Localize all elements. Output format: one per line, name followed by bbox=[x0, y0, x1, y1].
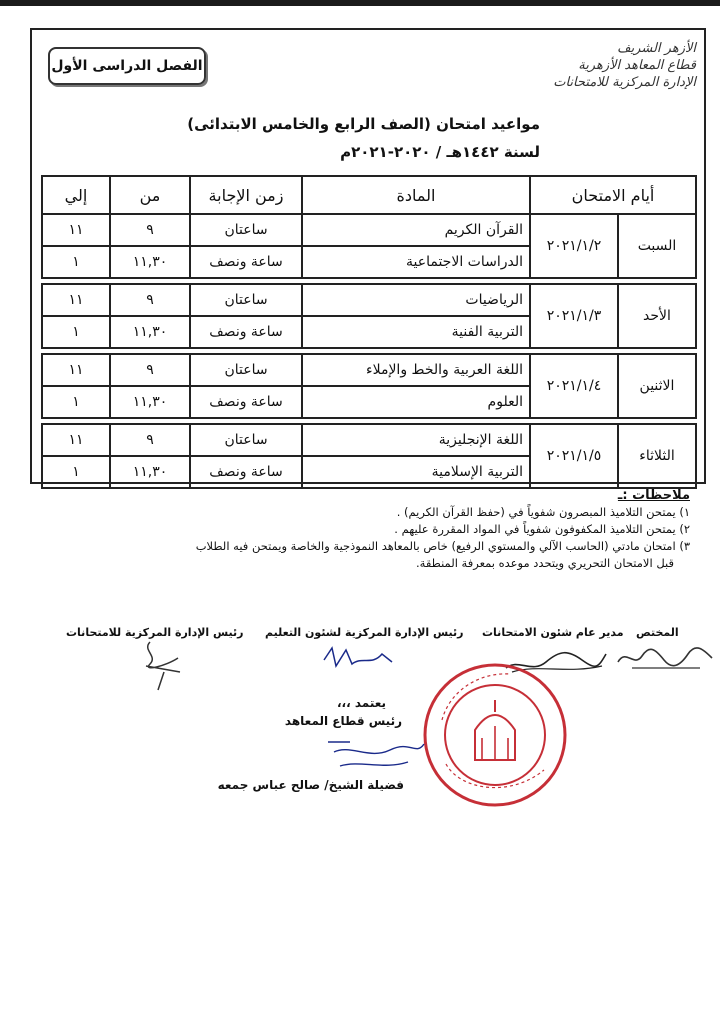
subject-cell: الرياضيات bbox=[302, 284, 530, 316]
subject-cell: التربية الإسلامية bbox=[302, 456, 530, 488]
from-cell: ١١,٣٠ bbox=[110, 316, 190, 348]
table-row bbox=[42, 354, 696, 386]
notes-section bbox=[50, 487, 690, 572]
duration-cell: ساعة ونصف bbox=[190, 386, 302, 418]
day-cell: السبت bbox=[618, 214, 696, 278]
header-from: من bbox=[110, 176, 190, 214]
to-cell: ١١ bbox=[42, 214, 110, 246]
to-cell: ١ bbox=[42, 246, 110, 278]
duration-cell: ساعتان bbox=[190, 214, 302, 246]
signer-specialist: المختص bbox=[636, 626, 679, 639]
exam-schedule-table bbox=[41, 175, 697, 489]
table-row bbox=[42, 424, 696, 456]
duration-cell: ساعتان bbox=[190, 284, 302, 316]
from-cell: ٩ bbox=[110, 214, 190, 246]
duration-cell: ساعتان bbox=[190, 424, 302, 456]
subject-cell: التربية الفنية bbox=[302, 316, 530, 348]
table-row bbox=[42, 284, 696, 316]
date-cell: ٢٠٢١/١/٢ bbox=[530, 214, 618, 278]
signature-approval bbox=[320, 730, 430, 778]
org-line: الأزهر الشريف bbox=[617, 41, 696, 56]
signature-education-head bbox=[318, 640, 398, 674]
table-row bbox=[42, 214, 696, 246]
from-cell: ٩ bbox=[110, 354, 190, 386]
official-stamp-icon bbox=[420, 660, 570, 810]
exam-title: مواعيد امتحان (الصف الرابع والخامس الابتدائى) bbox=[187, 115, 540, 133]
subject-cell: العلوم bbox=[302, 386, 530, 418]
duration-cell: ساعة ونصف bbox=[190, 456, 302, 488]
signer-general-manager: مدير عام شئون الامتحانات bbox=[482, 626, 624, 639]
approval-line: يعتمد ،،، bbox=[336, 696, 386, 710]
subject-cell: اللغة العربية والخط والإملاء bbox=[302, 354, 530, 386]
signature-exams-head bbox=[136, 636, 192, 694]
note-item: ٣) امتحان مادتي (الحاسب الآلي والمستوي الرفيع) خاص بالمعاهد النموذجية والخاصة ويمتحن فيه الطلاب bbox=[195, 539, 690, 553]
duration-cell: ساعتان bbox=[190, 354, 302, 386]
subject-cell: القرآن الكريم bbox=[302, 214, 530, 246]
semester-label: الفصل الدراسى الأول bbox=[48, 47, 206, 85]
header-duration: زمن الإجابة bbox=[190, 176, 302, 214]
from-cell: ٩ bbox=[110, 424, 190, 456]
signer-education-head: رئيس الإدارة المركزية لشئون التعليم bbox=[265, 626, 464, 639]
approval-name: فضيلة الشيخ/ صالح عباس جمعه bbox=[217, 778, 404, 792]
subject-cell: اللغة الإنجليزية bbox=[302, 424, 530, 456]
duration-cell: ساعة ونصف bbox=[190, 246, 302, 278]
day-cell: الأحد bbox=[618, 284, 696, 348]
org-line: الإدارة المركزية للامتحانات bbox=[553, 75, 696, 90]
status-bar bbox=[0, 0, 720, 6]
day-cell: الاثنين bbox=[618, 354, 696, 418]
to-cell: ١١ bbox=[42, 284, 110, 316]
date-cell: ٢٠٢١/١/٣ bbox=[530, 284, 618, 348]
approval-title: رئيس قطاع المعاهد bbox=[284, 714, 402, 728]
org-line: قطاع المعاهد الأزهرية bbox=[578, 58, 696, 73]
to-cell: ١ bbox=[42, 386, 110, 418]
from-cell: ١١,٣٠ bbox=[110, 386, 190, 418]
exam-year: لسنة ١٤٤٢هـ / ٢٠٢٠-٢٠٢١م bbox=[340, 143, 540, 161]
date-cell: ٢٠٢١/١/٤ bbox=[530, 354, 618, 418]
note-item: ٢) يمتحن التلاميذ المكفوفون شفوياً في المواد المقررة عليهم . bbox=[394, 522, 690, 536]
organization-header bbox=[486, 40, 696, 91]
header-to: إلي bbox=[42, 176, 110, 214]
from-cell: ٩ bbox=[110, 284, 190, 316]
signer-exams-head: رئيس الإدارة المركزية للامتحانات bbox=[66, 626, 244, 639]
note-item: ١) يمتحن التلاميذ المبصرون شفوياً في (حفظ القرآن الكريم) . bbox=[396, 505, 690, 519]
to-cell: ١١ bbox=[42, 354, 110, 386]
date-cell: ٢٠٢١/١/٥ bbox=[530, 424, 618, 488]
notes-heading: ملاحظات :ـ bbox=[617, 488, 690, 503]
from-cell: ١١,٣٠ bbox=[110, 456, 190, 488]
header-days: أيام الامتحان bbox=[530, 176, 696, 214]
to-cell: ١ bbox=[42, 316, 110, 348]
header-subject: المادة bbox=[302, 176, 530, 214]
to-cell: ١ bbox=[42, 456, 110, 488]
signature-specialist bbox=[612, 640, 716, 674]
to-cell: ١١ bbox=[42, 424, 110, 456]
duration-cell: ساعة ونصف bbox=[190, 316, 302, 348]
note-continuation: قبل الامتحان التحريري ويتحدد موعده بمعرفة المنطقة. bbox=[416, 556, 674, 570]
table-header-row bbox=[42, 176, 696, 214]
from-cell: ١١,٣٠ bbox=[110, 246, 190, 278]
day-cell: الثلاثاء bbox=[618, 424, 696, 488]
subject-cell: الدراسات الاجتماعية bbox=[302, 246, 530, 278]
